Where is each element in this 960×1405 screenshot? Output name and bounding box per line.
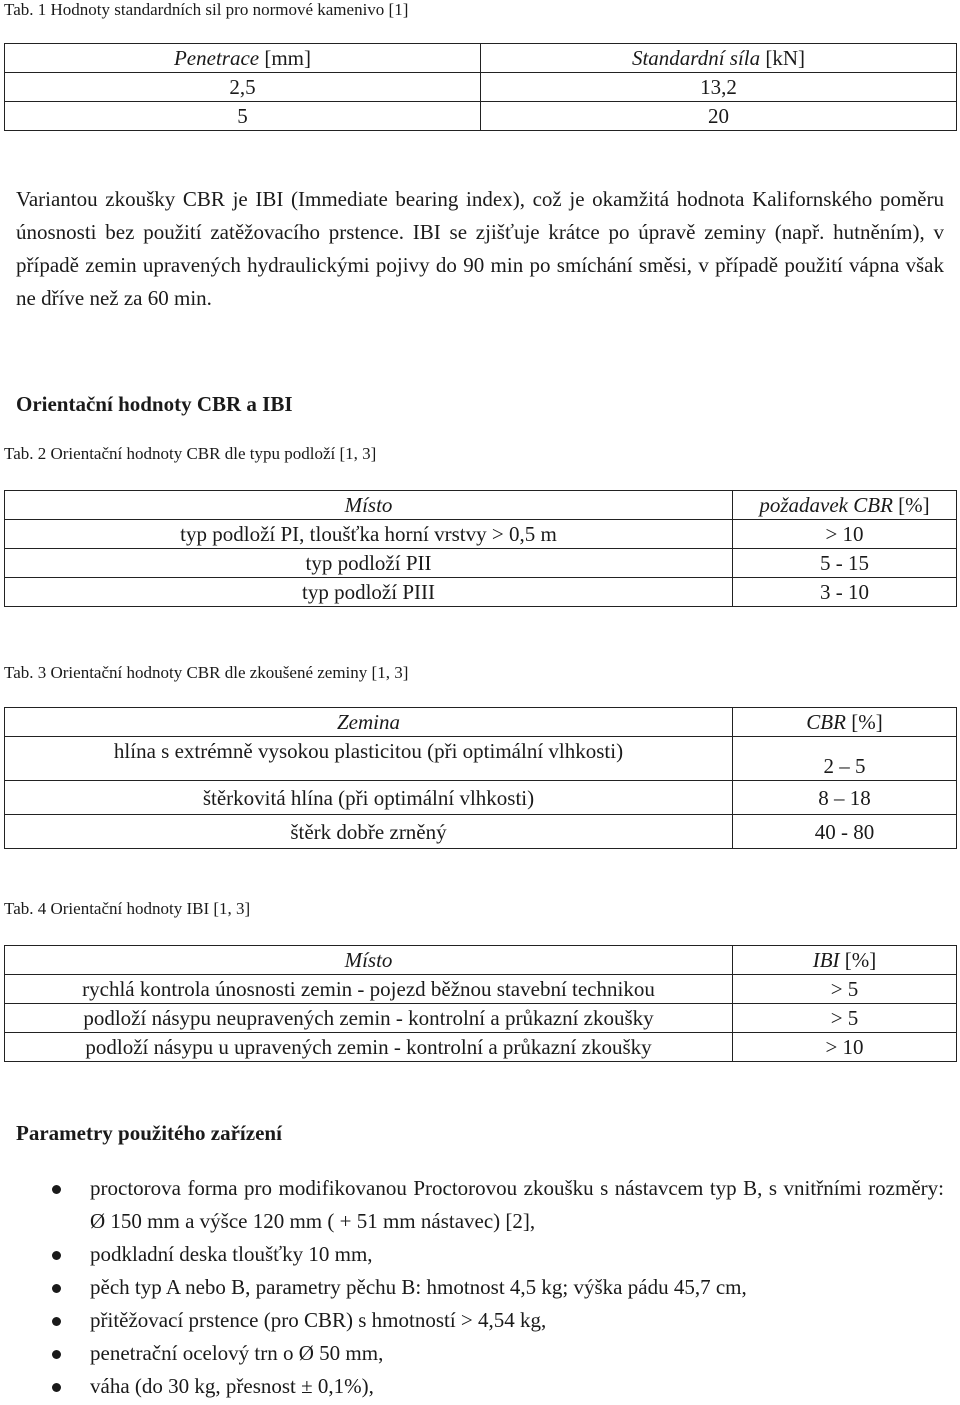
table-cell: 5 [5,102,481,131]
header-cbr: CBR [%] [733,708,957,737]
table-row [5,1033,957,1062]
list-item: pěch typ A nebo B, parametry pěchu B: hmotnost 4,5 kg; výška pádu 45,7 cm, [0,1271,944,1304]
header-pozadavek-cbr: požadavek CBR [%] [733,491,957,520]
list-item: váha (do 30 kg, přesnost ± 0,1%), [0,1370,944,1403]
table-cell: 40 - 80 [733,815,957,849]
table-cell: > 5 [733,975,957,1004]
bullet-icon [52,1185,61,1194]
bullet-icon [52,1284,61,1293]
table-row [5,102,957,131]
table-row [5,520,957,549]
table-cell: typ podloží PII [5,549,733,578]
table-row [5,73,957,102]
table-cell: > 10 [733,520,957,549]
table-cell: 5 - 15 [733,549,957,578]
ibi-paragraph: Variantou zkoušky CBR je IBI (Immediate bearing index), což je okamžitá hodnota Kalifornského poměru únosnosti bez použití zatěžovacího prstence. IBI se zjišťuje krátce po úpravě zeminy (např. hutněním), v případě zemin upravených hydraulickými pojivy do 90 min po smíchání směsi, v případě použití vápna však ne dříve než za 60 min. [16,187,944,310]
section-heading-parametry: Parametry použitého zařízení [16,1121,282,1145]
table-cell: hlína s extrémně vysokou plasticitou (při optimální vlhkosti) [5,737,733,781]
table2-caption: Tab. 2 Orientační hodnoty CBR dle typu podloží [1, 3] [4,444,377,463]
bullet-icon [52,1383,61,1392]
table3-caption: Tab. 3 Orientační hodnoty CBR dle zkoušené zeminy [1, 3] [4,663,409,682]
table-row [5,737,957,781]
section-heading-orientacni: Orientační hodnoty CBR a IBI [16,392,293,416]
list-item: přitěžovací prstence (pro CBR) s hmotností > 4,54 kg, [0,1304,944,1337]
table-cell: 20 [481,102,957,131]
table-cell: typ podloží PIII [5,578,733,607]
list-item: podkladní deska tloušťky 10 mm, [0,1238,944,1271]
bullet-icon [52,1317,61,1326]
header-misto: Místo [5,491,733,520]
equipment-list [0,1172,944,1403]
table-cell: podloží násypu u upravených zemin - kontrolní a průkazní zkoušky [5,1033,733,1062]
table-cell: > 5 [733,1004,957,1033]
table3-cbr-soil [4,707,957,849]
table4-ibi [4,945,957,1062]
header-misto: Místo [5,946,733,975]
table1-standard-forces [4,43,957,131]
table-header-row [5,708,957,737]
table-row [5,815,957,849]
table1-caption: Tab. 1 Hodnoty standardních sil pro normové kamenivo [1] [4,0,409,19]
table-cell: typ podloží PI, tloušťka horní vrstvy > 0,5 m [5,520,733,549]
header-zemina: Zemina [5,708,733,737]
header-penetrace: Penetrace [mm] [5,44,481,73]
table-row [5,1004,957,1033]
table-row [5,578,957,607]
table-header-row [5,44,957,73]
table4-caption: Tab. 4 Orientační hodnoty IBI [1, 3] [4,899,251,918]
table-row [5,781,957,815]
bullet-icon [52,1350,61,1359]
header-standardni-sila: Standardní síla [kN] [481,44,957,73]
table-cell: 2,5 [5,73,481,102]
header-ibi: IBI [%] [733,946,957,975]
table-cell: 3 - 10 [733,578,957,607]
table-cell: štěrkovitá hlína (při optimální vlhkosti) [5,781,733,815]
table-cell: štěrk dobře zrněný [5,815,733,849]
table-cell: 13,2 [481,73,957,102]
table-cell: podloží násypu neupravených zemin - kontrolní a průkazní zkoušky [5,1004,733,1033]
table-row [5,975,957,1004]
table-row [5,549,957,578]
bullet-icon [52,1251,61,1260]
table-header-row [5,946,957,975]
table-header-row [5,491,957,520]
list-item: proctorova forma pro modifikovanou Proctorovou zkoušku s nástavcem typ B, s vnitřními rozměry: Ø 150 mm a výšce 120 mm ( + 51 mm nástavec) [2], [0,1172,944,1238]
list-item: penetrační ocelový trn o Ø 50 mm, [0,1337,944,1370]
table-cell: 2 – 5 [733,737,957,781]
table2-cbr-subgrade [4,490,957,607]
table-cell: rychlá kontrola únosnosti zemin - pojezd běžnou stavební technikou [5,975,733,1004]
table-cell: 8 – 18 [733,781,957,815]
table-cell: > 10 [733,1033,957,1062]
